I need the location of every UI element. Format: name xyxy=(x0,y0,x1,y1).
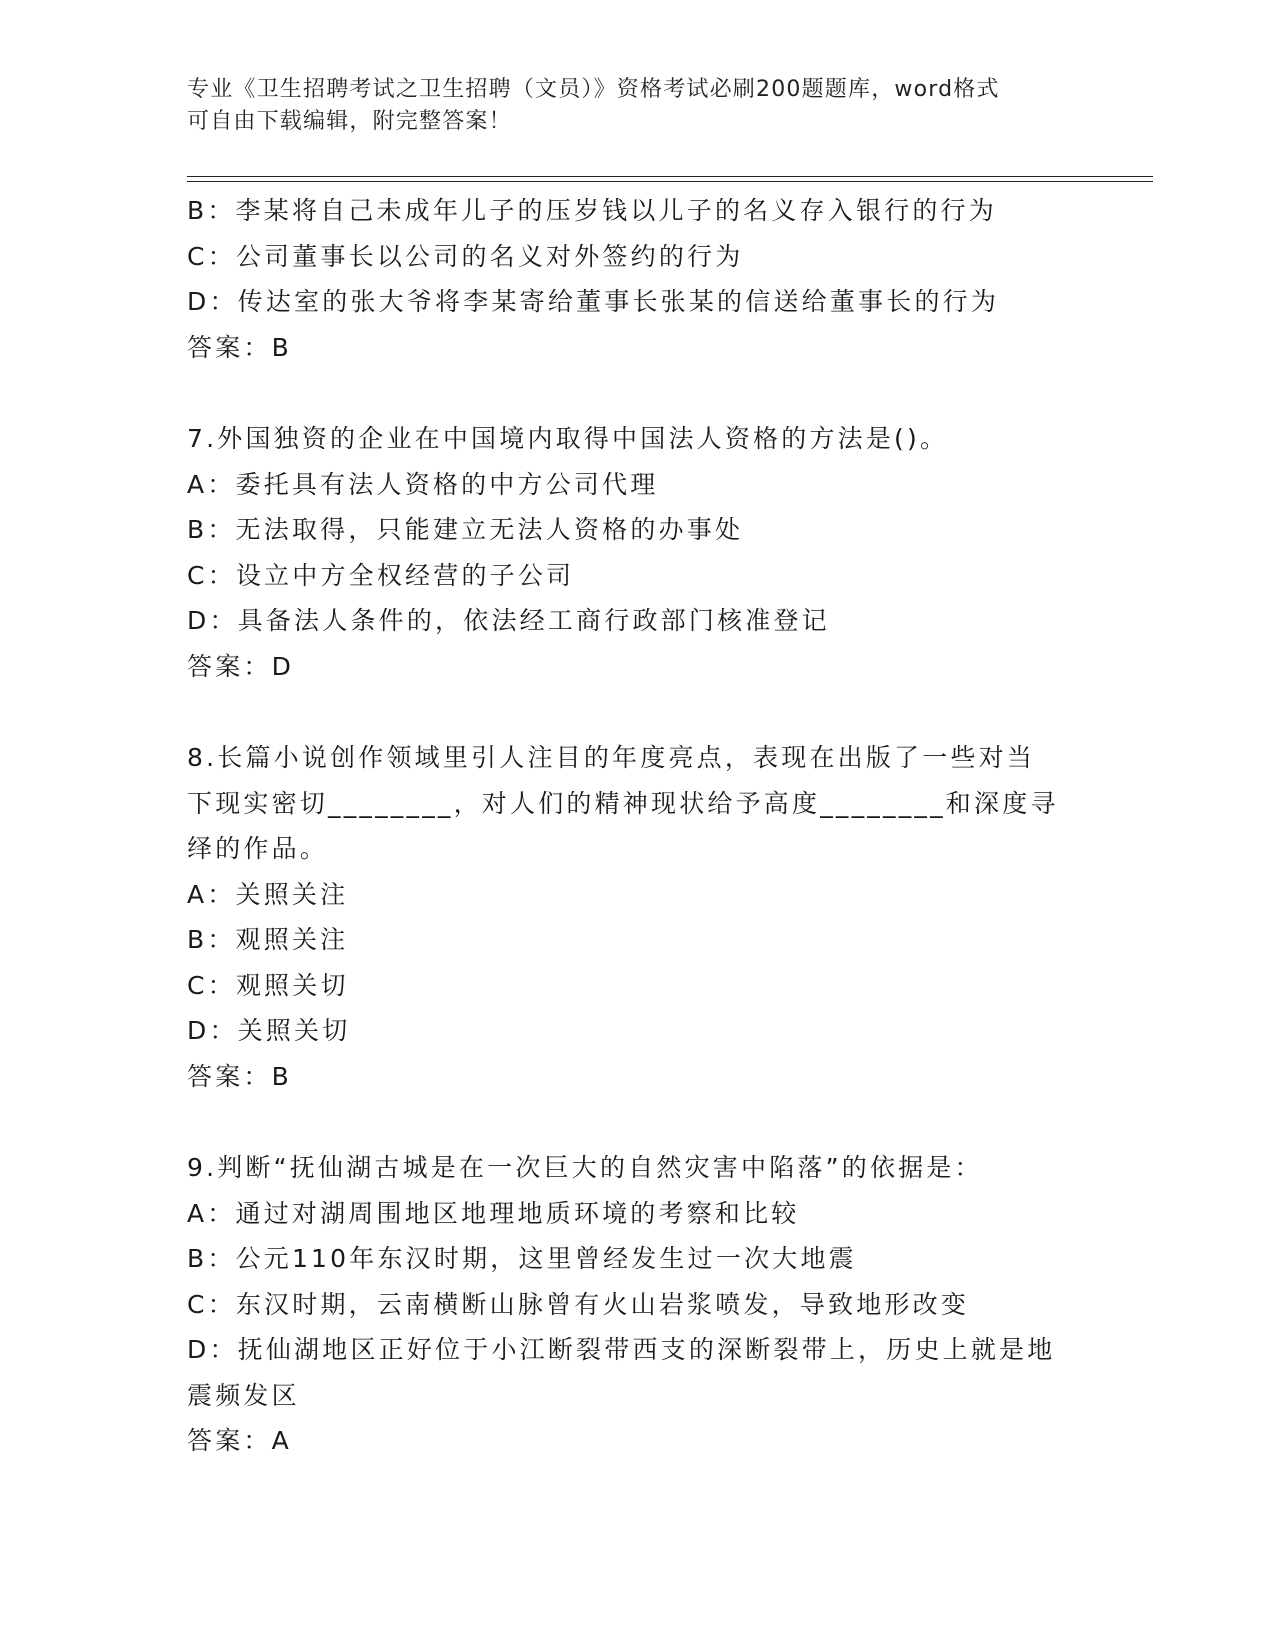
option-a: A：关照关注 xyxy=(187,879,349,909)
header-line-2: 可自由下载编辑，附完整答案！ xyxy=(187,109,512,134)
answer: 答案：A xyxy=(187,1426,292,1455)
header-line-1: 专业《卫生招聘考试之卫生招聘（文员）》资格考试必刷200题题库，word格式 xyxy=(187,77,1000,102)
option-c: C：观照关切 xyxy=(187,970,349,1000)
header-divider-thick xyxy=(187,181,1153,182)
spacer xyxy=(187,370,1087,416)
option-d: D：关照关切 xyxy=(187,1016,351,1045)
option-c: C：设立中方全权经营的子公司 xyxy=(187,560,575,590)
question-6-continued xyxy=(187,188,1087,370)
question-9 xyxy=(187,1145,1087,1464)
question-text-line-1: 8.长篇小说创作领域里引人注目的年度亮点，表现在出版了一些对当 xyxy=(187,743,1036,772)
answer: 答案：B xyxy=(187,332,292,362)
option-d: D：传达室的张大爷将李某寄给董事长张某的信送给董事长的行为 xyxy=(187,287,1000,316)
page-header xyxy=(187,74,1087,138)
question-8 xyxy=(187,735,1087,1099)
spacer xyxy=(187,1099,1087,1145)
option-c: C：东汉时期，云南横断山脉曾有火山岩浆喷发，导致地形改变 xyxy=(187,1289,970,1319)
question-text-line-3: 绎的作品。 xyxy=(187,834,329,863)
option-a: A：通过对湖周围地区地理地质环境的考察和比较 xyxy=(187,1198,800,1228)
option-d-line-1: D：抚仙湖地区正好位于小江断裂带西支的深断裂带上，历史上就是地 xyxy=(187,1335,1056,1364)
option-b: B：公元110年东汉时期，这里曾经发生过一次大地震 xyxy=(187,1244,857,1273)
option-b: B：观照关注 xyxy=(187,925,349,954)
option-d: D：具备法人条件的，依法经工商行政部门核准登记 xyxy=(187,606,830,635)
option-c: C：公司董事长以公司的名义对外签约的行为 xyxy=(187,241,744,271)
spacer xyxy=(187,689,1087,735)
question-text: 7.外国独资的企业在中国境内取得中国法人资格的方法是()。 xyxy=(187,424,949,453)
option-d-line-2: 震频发区 xyxy=(187,1380,300,1410)
option-b: B：无法取得，只能建立无法人资格的办事处 xyxy=(187,515,744,544)
question-7 xyxy=(187,416,1087,689)
header-divider-thin xyxy=(187,176,1153,177)
question-text: 9.判断“抚仙湖古城是在一次巨大的自然灾害中陷落”的依据是： xyxy=(187,1153,983,1182)
question-text-line-2: 下现实密切________，对人们的精神现状给予高度________和深度寻 xyxy=(187,788,1059,818)
document-body xyxy=(187,188,1087,1464)
answer: 答案：B xyxy=(187,1061,292,1091)
option-a: A：委托具有法人资格的中方公司代理 xyxy=(187,469,659,499)
answer: 答案：D xyxy=(187,651,295,681)
option-b: B：李某将自己未成年儿子的压岁钱以儿子的名义存入银行的行为 xyxy=(187,196,997,225)
